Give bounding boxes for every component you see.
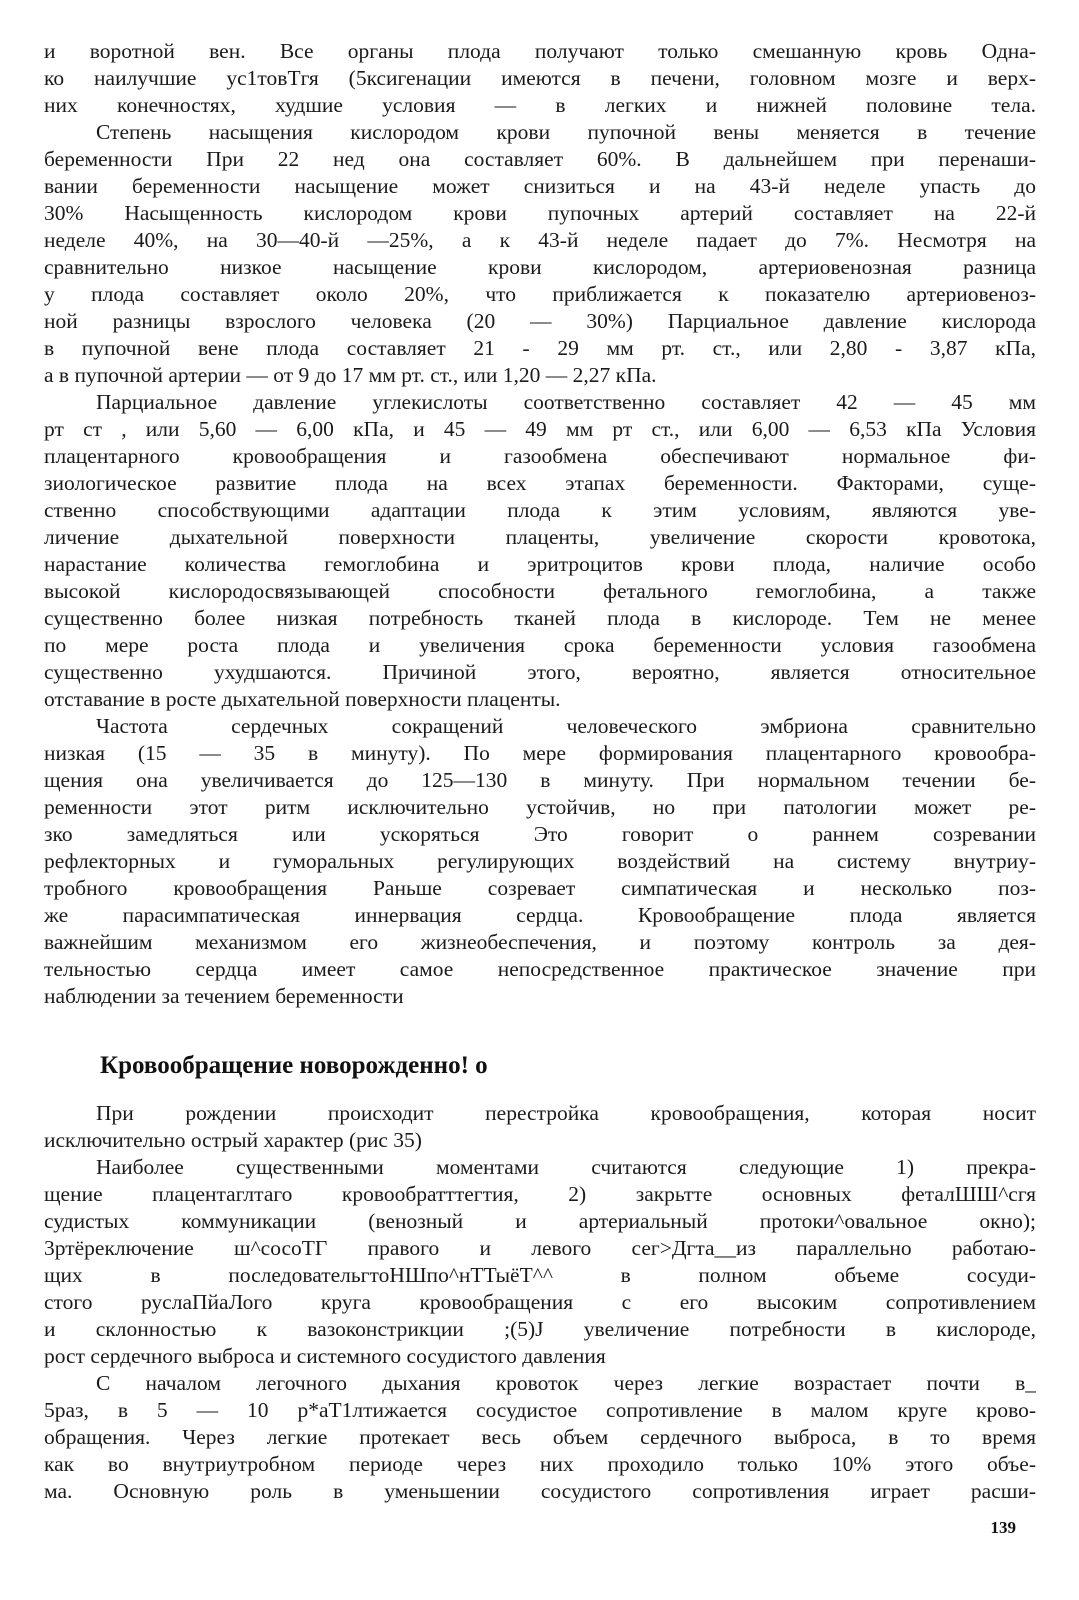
text-line: существенно более низкая потребность тканей плода в кислороде. Тем не менее xyxy=(44,606,1036,630)
text-line: ма. Основную роль в уменьшении сосудистого сопротивления играет расши- xyxy=(44,1479,1036,1503)
text-line: важнейшим механизмом его жизнеобеспечения, и поэтому контроль за дея- xyxy=(44,930,1036,954)
text-line: щих в последовательгтоНШпо^нТТыёТ^^ в полном объеме сосуди- xyxy=(44,1263,1036,1287)
text-line: ной разницы взрослого человека (20 — 30%) Парциальное давление кислорода xyxy=(44,309,1036,333)
text-line: личение дыхательной поверхности плаценты, увеличение скорости кровотока, xyxy=(44,525,1036,549)
text-line: тельностью сердца имеет самое непосредственное практическое значение при xyxy=(44,957,1036,981)
text-line: сравнительно низкое насыщение крови кислородом, артериовенозная разница xyxy=(44,255,1036,279)
text-line: ственно способствующими адаптации плода к этим условиям, являются уве- xyxy=(44,498,1036,522)
text-line: существенно ухудшаются. Причиной этого, вероятно, является относительное xyxy=(44,660,1036,684)
text-line: рт ст , или 5,60 — 6,00 кПа, и 45 — 49 мм рт ст., или 6,00 — 6,53 кПа Условия xyxy=(44,417,1036,441)
text-line: Парциальное давление углекислоты соответственно составляет 42 — 45 мм xyxy=(96,390,1036,414)
text-line: неделе 40%, на 30—40-й —25%, а к 43-й неделе падает до 7%. Несмотря на xyxy=(44,228,1036,252)
section-heading: Кровообращение новорожденно! о xyxy=(100,1052,488,1079)
text-line: зко замедляться или ускоряться Это говорит о раннем созревании xyxy=(44,822,1036,846)
text-line: рост сердечного выброса и системного сосудистого давления xyxy=(44,1344,606,1368)
text-line: зиологическое развитие плода на всех этапах беременности. Факторами, суще- xyxy=(44,471,1036,495)
text-line: рефлекторных и гуморальных регулирующих воздействий на систему внутриу- xyxy=(44,849,1036,873)
text-line: и склонностью к вазоконстрикции ;(5)J увеличение потребности в кислороде, xyxy=(44,1317,1036,1341)
text-line: исключительно острый характер (рис 35) xyxy=(44,1128,422,1152)
text-line: наблюдении за течением беременности xyxy=(44,984,404,1008)
text-line: Частота сердечных сокращений человеческого эмбриона сравнительно xyxy=(96,714,1036,738)
text-line: по мере роста плода и увеличения срока беременности условия газообмена xyxy=(44,633,1036,657)
text-line: них конечностях, худшие условия — в легких и нижней половине тела. xyxy=(44,93,1036,117)
text-line: ко наилучшие ус1товТгя (5ксигенации имеются в печени, головном мозге и верх- xyxy=(44,66,1036,90)
text-line: тробного кровообращения Раньше созревает симпатическая и несколько поз- xyxy=(44,876,1036,900)
text-line: же парасимпатическая иннервация сердца. Кровообращение плода является xyxy=(44,903,1036,927)
text-line: у плода составляет около 20%, что приближается к показателю артериовеноз- xyxy=(44,282,1036,306)
page-number: 139 xyxy=(990,1518,1016,1537)
text-line: При рождении происходит перестройка кровообращения, которая носит xyxy=(96,1101,1036,1125)
text-line: Степень насыщения кислородом крови пупочной вены меняется в течение xyxy=(96,120,1036,144)
text-line: в пупочной вене плода составляет 21 - 29 мм рт. ст., или 2,80 - 3,87 кПа, xyxy=(44,336,1036,360)
text-line: 5раз, в 5 — 10 р*аТ1лтижается сосудистое сопротивление в малом круге крово- xyxy=(44,1398,1036,1422)
text-line: нарастание количества гемоглобина и эритроцитов крови плода, наличие особо xyxy=(44,552,1036,576)
text-line: щения она увеличивается до 125—130 в минуту. При нормальном течении бе- xyxy=(44,768,1036,792)
text-line: плацентарного кровообращения и газообмена обеспечивают нормальное фи- xyxy=(44,444,1036,468)
text-line: а в пупочной артерии — от 9 до 17 мм рт. ст., или 1,20 — 2,27 кПа. xyxy=(44,363,657,387)
text-line: низкая (15 — 35 в минуту). По мере формирования плацентарного кровообра- xyxy=(44,741,1036,765)
text-line: отставание в росте дыхательной поверхности плаценты. xyxy=(44,687,561,711)
text-line: беременности При 22 нед она составляет 60%. В дальнейшем при перенаши- xyxy=(44,147,1036,171)
text-line: как во внутриутробном периоде через них проходило только 10% этого объе- xyxy=(44,1452,1036,1476)
text-line: и воротной вен. Все органы плода получают только смешанную кровь Однa- xyxy=(44,39,1036,63)
text-line: высокой кислородосвязывающей способности фетального гемоглобина, а также xyxy=(44,579,1036,603)
text-line: 3ртёреключение ш^сосоТГ правого и левого сег>Дгта__из параллельно работаю- xyxy=(44,1236,1036,1260)
text-line: Наиболее существенными моментами считаются следующие 1) прекра- xyxy=(96,1155,1036,1179)
text-line: вании беременности насыщение может снизиться и на 43-й неделе упасть до xyxy=(44,174,1036,198)
text-line: обращения. Через легкие протекает весь объем сердечного выброса, в то время xyxy=(44,1425,1036,1449)
text-line: С началом легочного дыхания кровоток через легкие возрастает почти в_ xyxy=(96,1371,1036,1395)
text-line: ременности этот ритм исключительно устойчив, но при патологии может ре- xyxy=(44,795,1036,819)
text-line: стого руслаПйаЛого круга кровообращения с его высоким сопротивлением xyxy=(44,1290,1036,1314)
text-line: судистых коммуникации (венозный и артериальный протоки^овальное окно); xyxy=(44,1209,1036,1233)
text-line: щение плацентаглтаго кровообратттегтия, 2) закрьтте основных феталШШ^сгя xyxy=(44,1182,1036,1206)
text-line: 30% Насыщенность кислородом крови пупочных артерий составляет на 22-й xyxy=(44,201,1036,225)
